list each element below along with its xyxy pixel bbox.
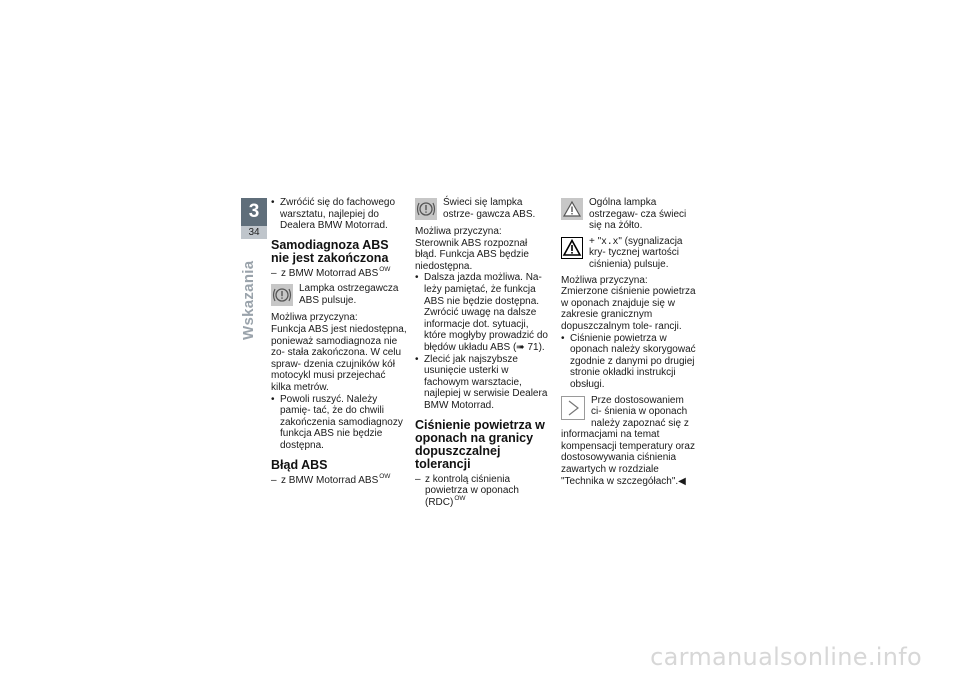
cause-text: Zmierzone ciśnienie powietrza w oponach znajduje się w zakresie granicznym dopuszczalnym tole- rancji. [561,286,696,332]
column-1 [271,197,407,486]
cause-text: Sterownik ABS rozpoznał błąd. Funkcja ABS będzie niedostępna. [415,237,529,272]
bullet-fix-fault: • Zlecić jak najszybsze usunięcie usterki w fachowym warsztacie, najlepiej w serwisie Dealera BMW Motorrad. [415,354,551,412]
page-ref[interactable]: 71 [527,341,539,353]
bullet-move-slowly: • Powoli ruszyć. Należy pamię- tać, że do chwili zakończenia samodiagnozy funkcja ABS nie będzie dostępna. [271,394,407,452]
general-warning-lamp-icon [561,198,583,220]
warning-triangle-icon [561,237,583,259]
abs-lamp-pulsing-text: Lampka ostrzegawcza ABS pulsuje. [299,283,399,306]
column-2 [415,197,551,508]
chapter-tab [241,198,267,239]
display-value: x.x [601,235,619,247]
note-icon [561,396,585,420]
heading-selfdiagnosis: Samodiagnoza ABS nie jest zakończona [271,237,389,265]
bullet-continue-riding: • Dalsza jazda możliwa. Na- leży pamiętać, że funkcja ABS nie będzie dostępna. Zwrócić uwagę na dalsze informacje dot. sytuacji, które mogłyby prowadzić do błędów układu ABS (➠ 71). [415,272,551,353]
heading-abs-error: Błąd ABS [271,457,328,472]
page-ref-arrow-icon: ➠ [516,341,525,353]
watermark: carmanualsonline.info [650,643,922,671]
column-3 [561,197,697,487]
dash-abs-error: – z BMW Motorrad $ABS^{OW}$ [271,475,407,487]
cause-text: Funkcja ABS jest niedostępna, ponieważ samodiagnoza nie zo- stała zakończona. W celu spraw- dzenia czujników kół motocykl musi przejechać kilka metrów. [271,323,407,393]
chapter-number: 3 [241,198,267,226]
page-number: 34 [241,226,267,239]
abs-warning-lamp-icon [271,284,293,306]
bullet-contact-workshop: • Zwróćić się do fachowego warsztatu, najlepiej do Dealera BMW Motorrad. [271,197,407,232]
abs-warning-lamp-icon [415,198,437,220]
display-pulsing-text: + "x.x" (sygnalizacja kry- tycznej wartości ciśnienia) pulsuje. [589,235,683,270]
abs-lamp-lit-text: Świeci się lampka ostrze- gawcza ABS. [443,197,536,220]
bullet-adjust-pressure: • Ciśnienie powietrza w oponach należy skorygować zgodnie z danymi po drugiej stronie okładki instrukcji obsługi. [561,333,697,391]
dash-abs-selfdiag: – z BMW Motorrad $ABS^{OW}$ [271,268,407,280]
dash-rdc: – z kontrolą ciśnienia powietrza w oponach (RDC)$^{OW}$ [415,474,551,509]
note-text: Prze dostosowaniem ci- śnienia w oponach należy zapoznać się z informacjami na temat kompensacji temperatury oraz dostosowywania ciśnienia zawartych w rozdziale "Technika w szczegółach".◀ [561,394,695,487]
cause-label: Możliwa przyczyna: [415,226,502,237]
chapter-side-label: Wskazania [240,260,257,340]
general-lamp-text: Ogólna lampka ostrzegaw- cza świeci się na żółto. [589,197,687,232]
end-of-section-icon: ◀ [678,475,686,487]
cause-label: Możliwa przyczyna: [561,274,648,286]
cause-label: Możliwa przyczyna: [271,312,358,324]
heading-tyre-pressure: Ciśnienie powietrza w oponach na granicy dopuszczalnej tolerancji [415,417,545,471]
